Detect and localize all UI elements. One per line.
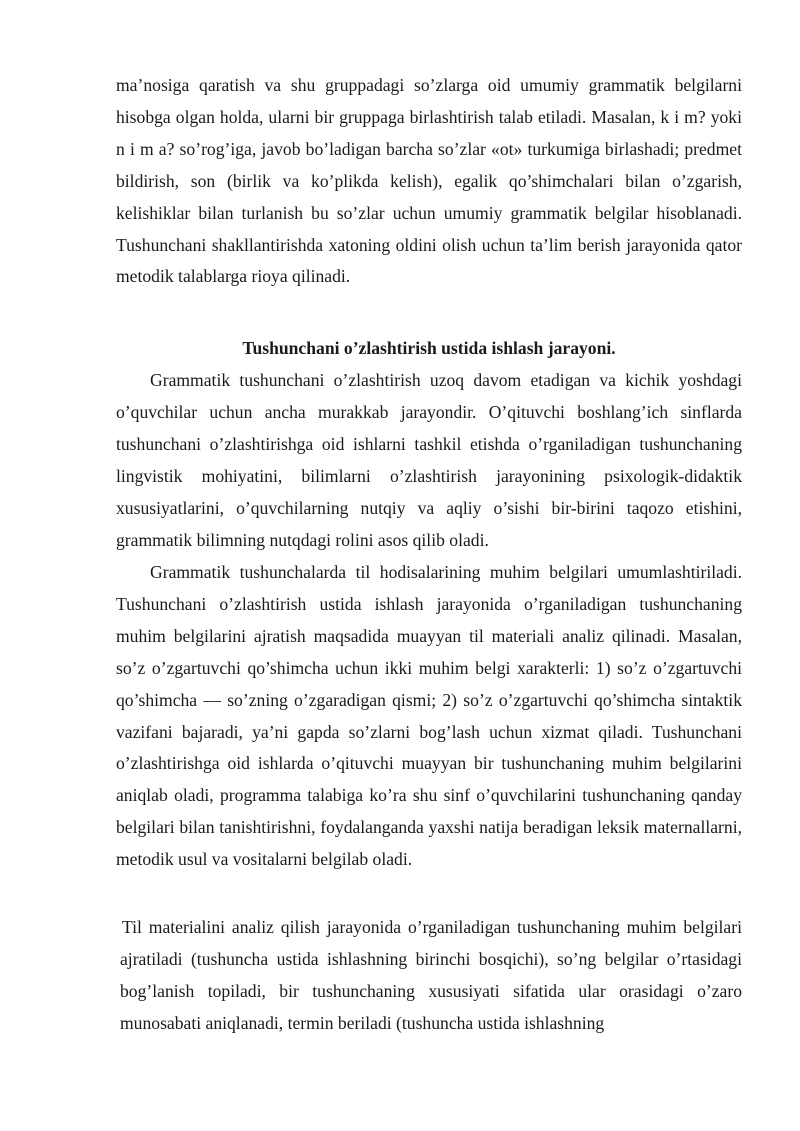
body-paragraph-1: ma’nosiga qaratish va shu gruppadagi so’zlarga oid umumiy grammatik belgilarni hisobga olgan holda, ularni bir gruppaga birlashtirish talab etiladi. Masalan, k i m? yoki n i m a? so’rog’iga, javob bo’ladigan barcha so’zlar «ot» turkumiga birlashadi; predmet bildirish, son (birlik va ko’plikda kelish), egalik qo’shimchalari bilan o’zgarish, kelishiklar bilan turlanish bu so’zlar uchun umumiy grammatik belgilar hisoblanadi. Tushunchani shakllantirishda xatoning oldini olish uchun ta’lim berish jarayonida qator metodik talablarga rioya qilinadi. <box>116 75 742 287</box>
section-heading: Tushunchani o’zlashtirish ustida ishlash jarayoni. <box>242 338 616 358</box>
body-paragraph-4: Til materialini analiz qilish jarayonida o’rganiladigan tushunchaning muhim belgilari ajratiladi (tushuncha ustida ishlashning birinchi bosqichi), so’ng belgilar o’rtasidagi bog’lanish topiladi, bir tushunchaning xususiyati sifatida ular orasidagi o’zaro munosabati aniqlanadi, termin beriladi (tushuncha ustida ishlashning <box>120 917 742 1033</box>
body-paragraph-2: Grammatik tushunchani o’zlashtirish uzoq davom etadigan va kichik yoshdagi o’quvchilar uchun ancha murakkab jarayondir. O’qituvchi boshlang’ich sinflarda tushunchani o’zlashtirishga oid ishlarni tashkil etishda o’rganiladigan tushunchaning lingvistik mohiyatini, bilimlarni o’zlashtirish jarayonining psixologik-didaktik xususiyatlarini, o’quvchilarning nutqiy va aqliy o’sishi bir-birini taqozo etishini, grammatik bilimning nutqdagi rolini asos qilib oladi. <box>116 370 742 550</box>
body-paragraph-3: Grammatik tushunchalarda til hodisalarining muhim belgilari umumlashtiriladi. Tushunchani o’zlashtirish ustida ishlash jarayonida o’rganiladigan tushunchaning muhim belgilarini ajratish maqsadida muayyan til materiali analiz qilinadi. Masalan, so’z o’zgartuvchi qo’shimcha uchun ikki muhim belgi xarakterli: 1) so’z o’zgartuvchi qo’shimcha — so’zning o’zgaradigan qismi; 2) so’z o’zgartuvchi qo’shimcha sintaktik vazifani bajaradi, ya’ni gapda so’zlarni bog’lash uchun xizmat qiladi. Tushunchani o’zlashtirishga oid ishlarda o’qituvchi muayyan bir tushunchaning muhim belgilarini aniqlab oladi, programma talabiga ko’ra shu sinf o’quvchilarini tushunchaning qanday belgilari bilan tanishtirishni, foydalanganda yaxshi natija beradigan leksik maternallarni, metodik usul va vositalarni belgilab oladi. <box>116 562 742 870</box>
